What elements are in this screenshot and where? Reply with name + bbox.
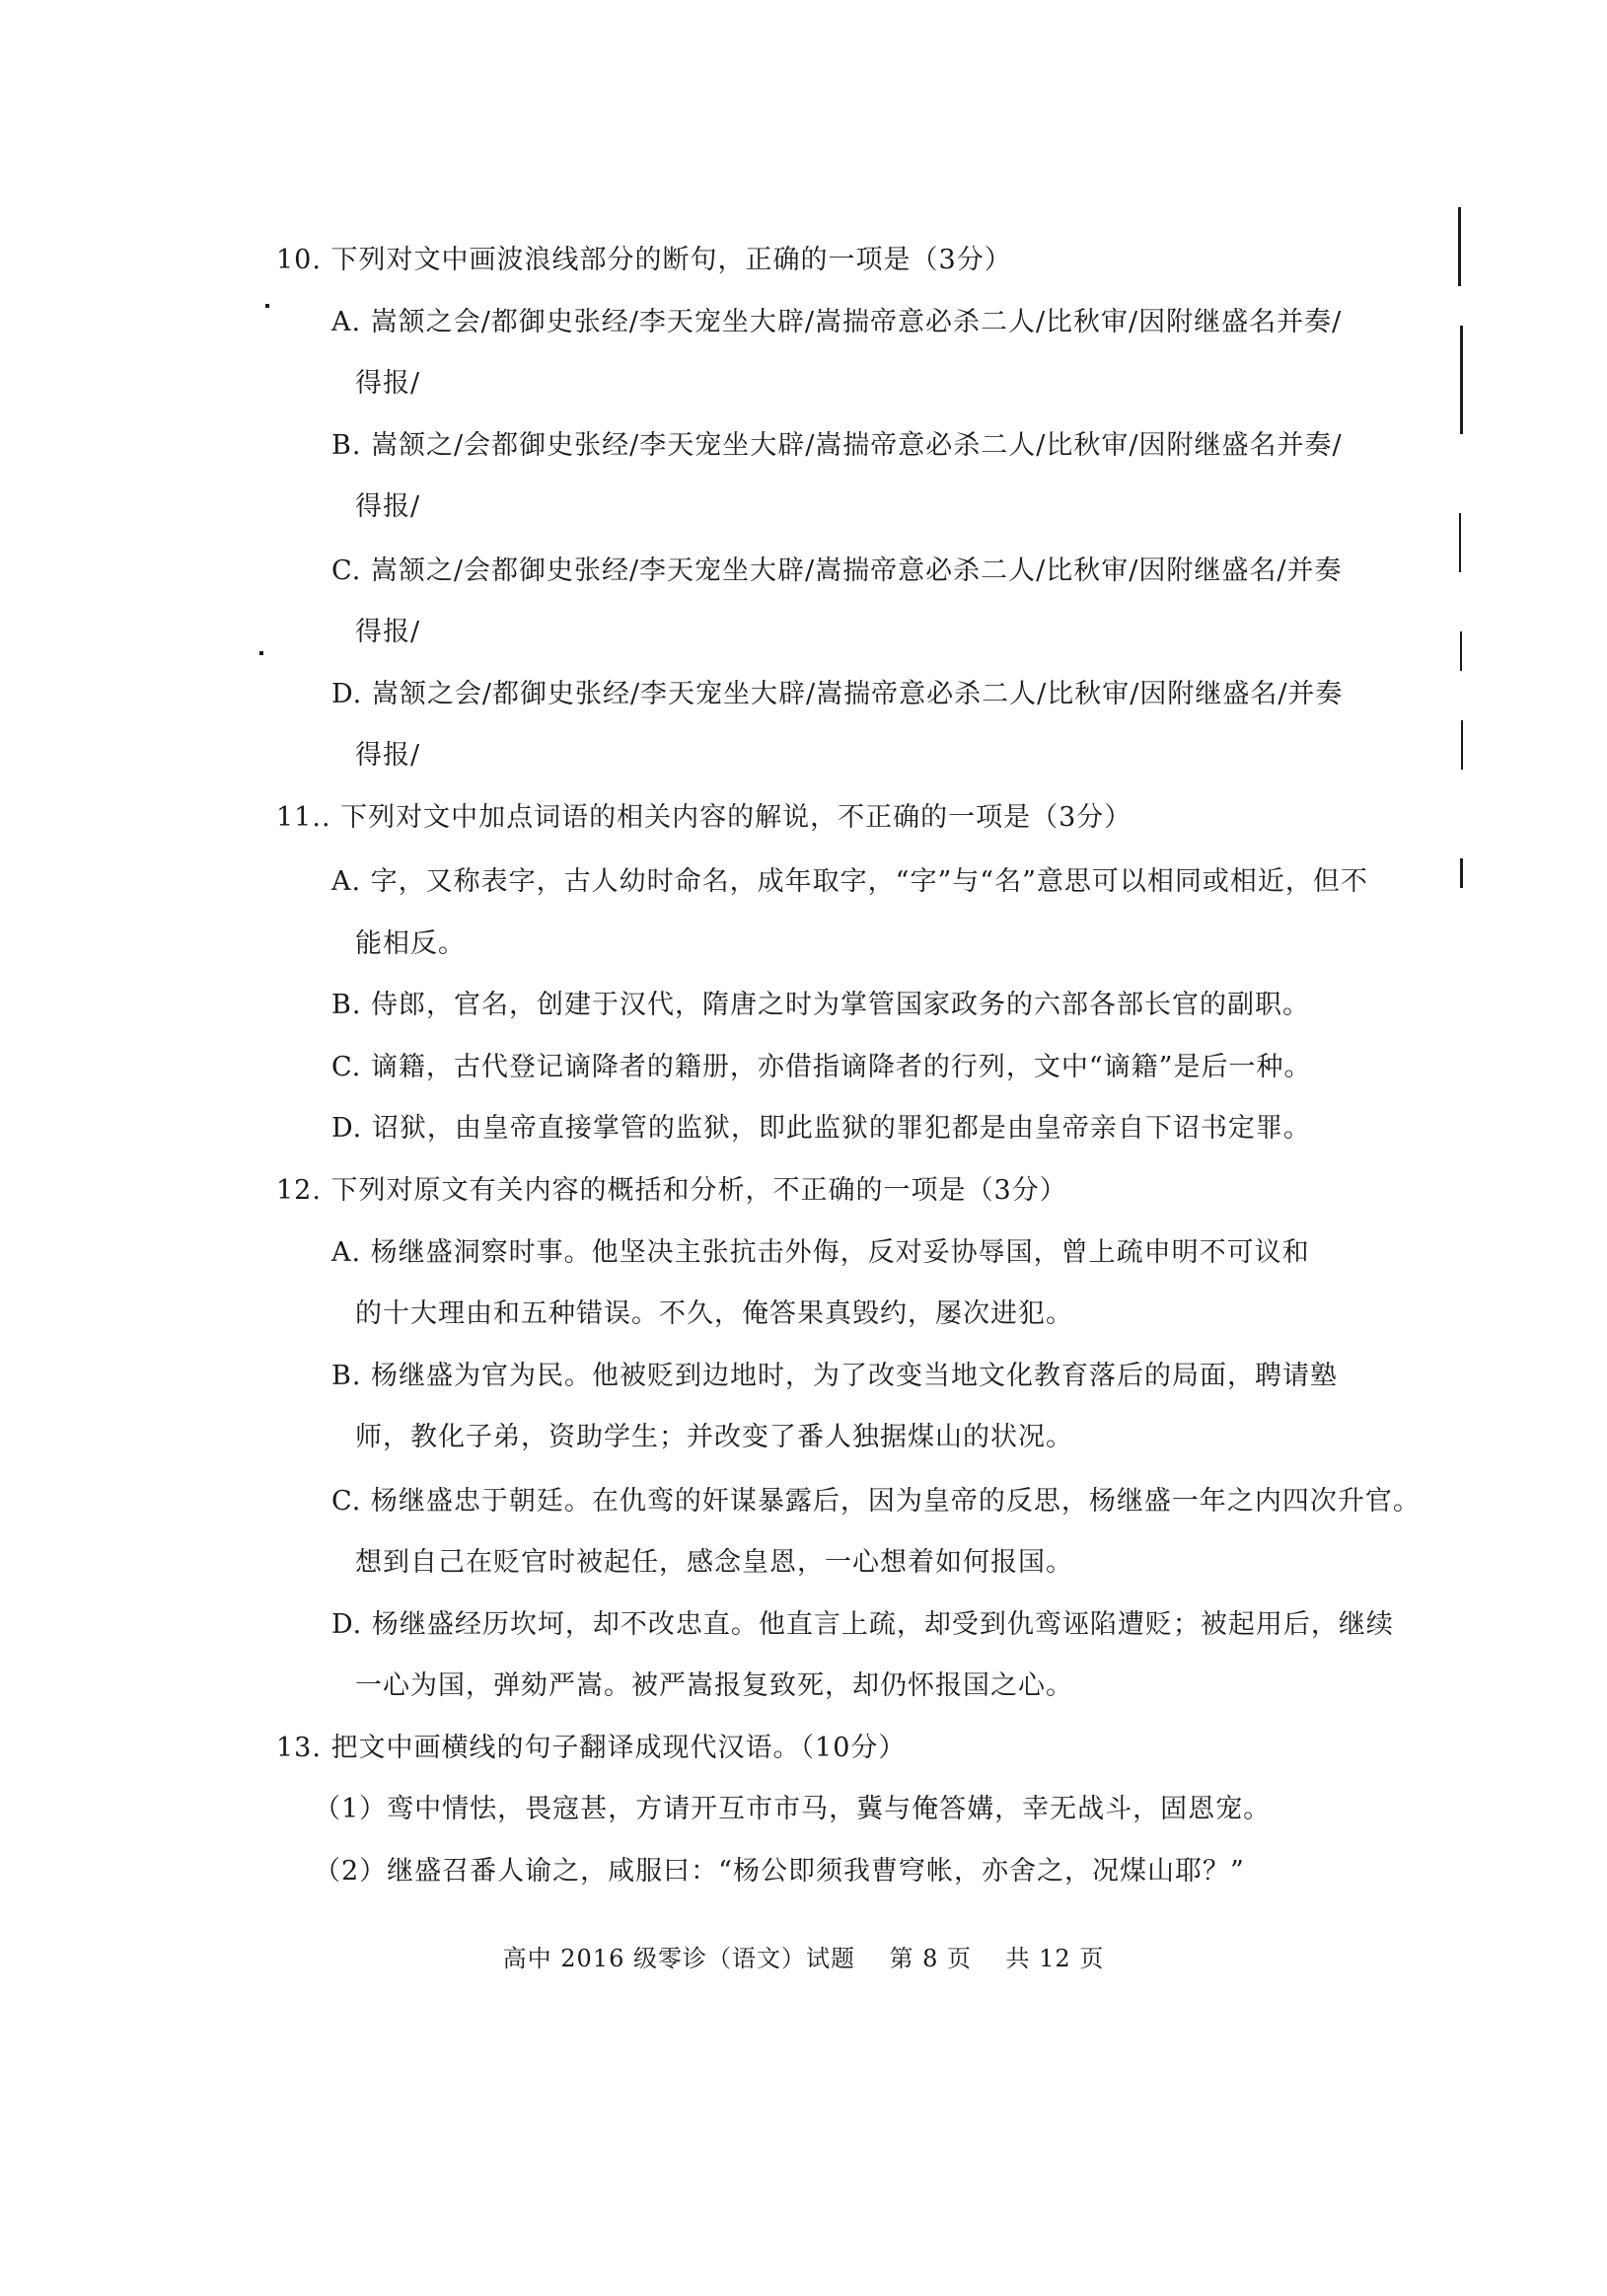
q11-option-a-cont: 能相反。	[355, 928, 466, 959]
q12-option-b: B. 杨继盛为官为民。他被贬到边地时，为了改变当地文化教育落后的局面，聘请塾	[331, 1361, 1339, 1391]
scan-mark	[1461, 720, 1463, 770]
q12-stem: 12. 下列对原文有关内容的概括和分析，不正确的一项是（3分）	[276, 1175, 1067, 1206]
q10-option-a: A. 嵩颔之会/都御史张经/李天宠坐大辟/嵩揣帝意必杀二人/比秋审/因附继盛名并奏/	[331, 307, 1343, 337]
q13-sentence-2: （2）继盛召番人谕之，咸服曰：“杨公即须我曹穹帐，亦舍之，况煤山耶？”	[314, 1856, 1245, 1887]
q11-stem: 11.. 下列对文中加点词语的相关内容的解说，不正确的一项是（3分）	[276, 802, 1132, 833]
scan-mark	[1460, 858, 1463, 888]
q12-option-d-cont: 一心为国，弹劾严嵩。被严嵩报复致死，却仍怀报国之心。	[355, 1670, 1073, 1701]
q10-option-c-cont: 得报/	[355, 617, 421, 647]
q10-option-d-cont: 得报/	[355, 740, 421, 771]
q10-option-b-cont: 得报/	[355, 491, 421, 522]
q12-option-d: D. 杨继盛经历坎坷，却不改忠直。他直言上疏，却受到仇鸾诬陷遭贬；被起用后，继续	[331, 1609, 1394, 1640]
scan-mark	[259, 651, 263, 655]
q10-option-d: D. 嵩颔之会/都御史张经/李天宠坐大辟/嵩揣帝意必杀二人/比秋审/因附继盛名/并奏	[331, 679, 1344, 709]
q11-option-a: A. 字，又称表字，古人幼时命名，成年取字，“字”与“名”意思可以相同或相近，但不	[331, 866, 1368, 897]
q12-option-c: C. 杨继盛忠于朝廷。在仇鸾的奸谋暴露后，因为皇帝的反思，杨继盛一年之内四次升官。	[331, 1486, 1421, 1517]
q11-option-d: D. 诏狱，由皇帝直接掌管的监狱，即此监狱的罪犯都是由皇帝亲自下诏书定罪。	[331, 1113, 1311, 1144]
q12-option-a-cont: 的十大理由和五种错误。不久，俺答果真毁约，屡次进犯。	[355, 1298, 1073, 1329]
q10-option-b: B. 嵩颔之/会都御史张经/李天宠坐大辟/嵩揣帝意必杀二人/比秋审/因附继盛名并奏/	[331, 430, 1343, 461]
q10-option-a-cont: 得报/	[355, 368, 421, 399]
q10-option-c: C. 嵩颔之/会都御史张经/李天宠坐大辟/嵩揣帝意必杀二人/比秋审/因附继盛名/并奏	[331, 555, 1343, 586]
q12-option-c-cont: 想到自己在贬官时被起任，感念皇恩，一心想着如何报国。	[355, 1547, 1073, 1578]
scan-mark	[1458, 207, 1461, 286]
q11-option-b: B. 侍郎，官名，创建于汉代，隋唐之时为掌管国家政务的六部各部长官的副职。	[331, 990, 1311, 1020]
q10-stem: 10. 下列对文中画波浪线部分的断句，正确的一项是（3分）	[276, 245, 1012, 275]
scan-mark	[1460, 326, 1463, 434]
page-footer: 高中 2016 级零诊（语文）试题 第 8 页 共 12 页	[502, 1945, 1105, 1972]
scan-mark	[265, 304, 269, 308]
q12-option-b-cont: 师，教化子弟，资助学生；并改变了番人独据煤山的状况。	[355, 1422, 1073, 1452]
q12-option-a: A. 杨继盛洞察时事。他坚决主张抗击外侮，反对妥协辱国，曾上疏申明不可议和	[331, 1237, 1310, 1268]
scan-mark	[1459, 513, 1461, 572]
q13-stem: 13. 把文中画横线的句子翻译成现代汉语。（10分）	[276, 1733, 907, 1763]
q11-option-c: C. 谪籍，古代登记谪降者的籍册，亦借指谪降者的行列，文中“谪籍”是后一种。	[331, 1052, 1312, 1082]
q13-sentence-1: （1）鸾中情怯，畏寇甚，方请开互市市马，冀与俺答媾，幸无战斗，固恩宠。	[314, 1794, 1272, 1824]
scan-mark	[1460, 631, 1462, 671]
